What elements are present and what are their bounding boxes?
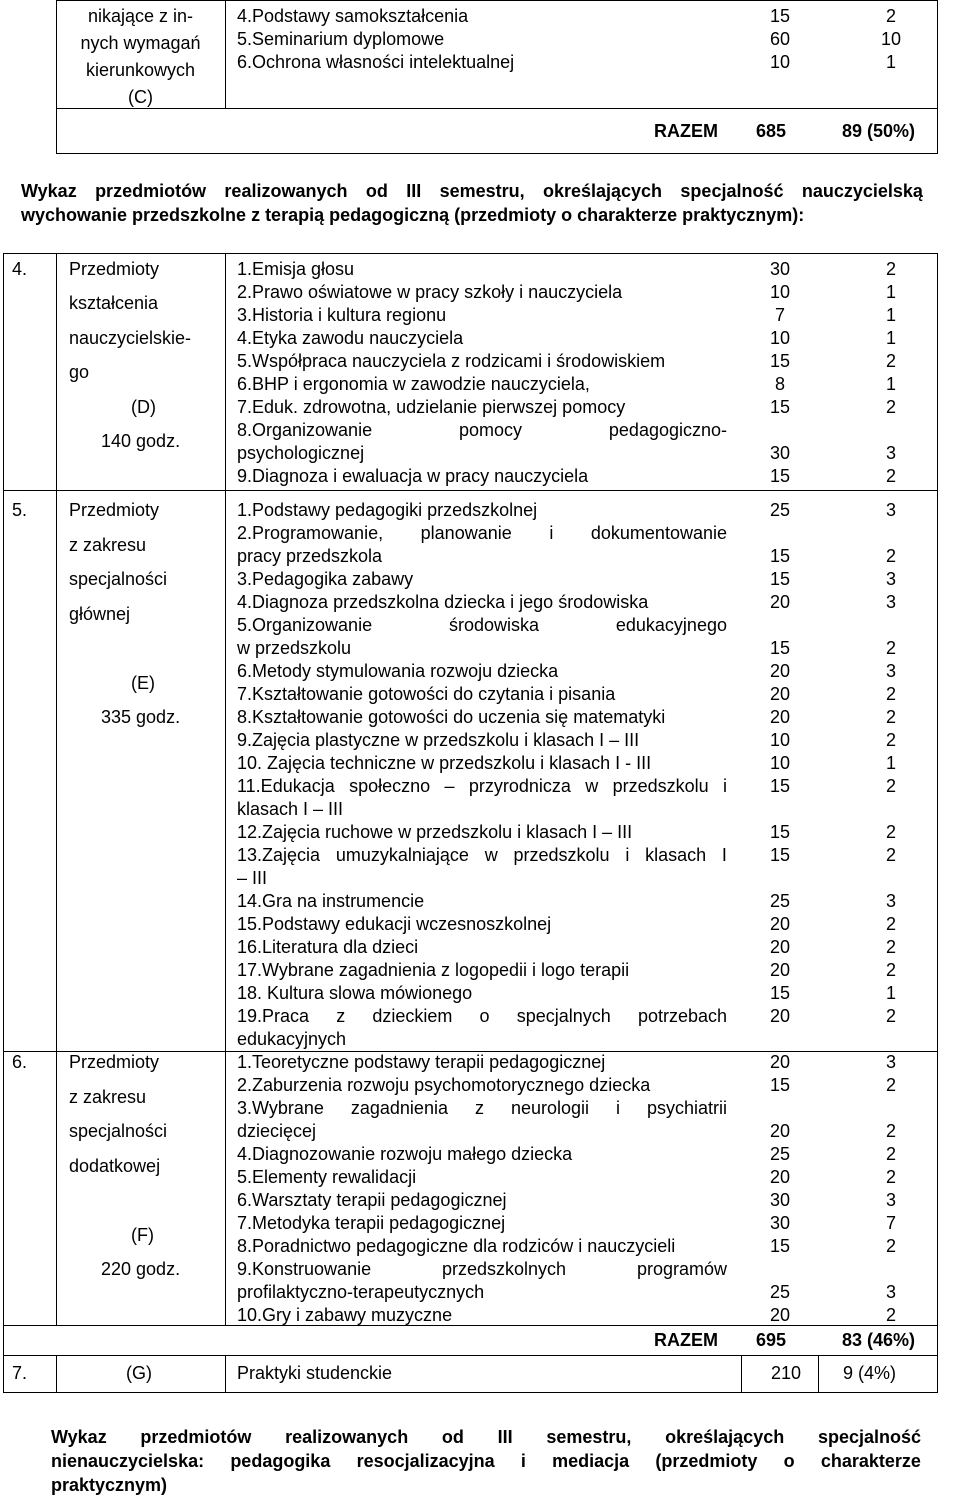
subject-line: edukacyjnych xyxy=(237,1029,347,1049)
word: resocjalizacyjna xyxy=(356,1451,495,1471)
subject-line: 6.Metody stymulowania rozwoju dziecka xyxy=(237,661,559,681)
subject-line xyxy=(237,419,727,442)
hours-value: 10 xyxy=(769,328,791,348)
ects-value: 2 xyxy=(885,914,896,934)
subject-line: 15.Podstawy edukacji wczesnoszkolnej xyxy=(237,914,552,934)
subject-line: 8.Poradnictwo pedagogiczne dla rodziców i nauczycieli xyxy=(237,1236,676,1256)
word: i xyxy=(615,1098,620,1118)
razem-hours: 685 xyxy=(756,121,787,141)
razem-ects: 83 (46%) xyxy=(842,1330,916,1350)
ects-value: 2 xyxy=(885,960,896,980)
ects-value: 1 xyxy=(885,305,896,325)
ects-value: 2 xyxy=(885,937,896,957)
subject-line: 10. Zajęcia techniczne w przedszkolu i klasach I - III xyxy=(237,753,652,773)
subject-list xyxy=(237,5,514,74)
ects-value: 2 xyxy=(885,684,896,704)
subject-list-e xyxy=(237,499,727,1051)
word: nienauczycielska: xyxy=(51,1451,205,1471)
subject: 4.Podstawy samokształcenia xyxy=(237,6,469,26)
word: przedmiotów xyxy=(95,181,207,201)
word: 2.Programowanie, xyxy=(237,523,384,543)
ects-value: 2 xyxy=(885,259,896,279)
word: w xyxy=(484,845,498,865)
word: edukacyjnego xyxy=(615,615,727,635)
ects-value: 2 xyxy=(885,638,896,658)
word: 5.Organizowanie xyxy=(237,615,373,635)
subject-line: 2.Zaburzenia rozwoju psychomotorycznego dziecka xyxy=(237,1075,651,1095)
ects-value: 2 xyxy=(885,466,896,486)
subject-line: w przedszkolu xyxy=(237,638,352,658)
word: przedszkolu xyxy=(612,776,709,796)
ects-value: 2 xyxy=(885,397,896,417)
ects-value: 2 xyxy=(885,546,896,566)
hours-value: 15 xyxy=(769,822,791,842)
hours-value: 20 xyxy=(769,960,791,980)
subject-line: 6.Warsztaty terapii pedagogicznej xyxy=(237,1190,507,1210)
hours-value: 20 xyxy=(769,914,791,934)
subject-line: 5.Elementy rewalidacji xyxy=(237,1167,417,1187)
word: pomocy xyxy=(458,420,523,440)
hours-value: 10 xyxy=(769,730,791,750)
word: i xyxy=(625,845,630,865)
hours-value: 15 xyxy=(769,466,791,486)
hours-column-e xyxy=(754,499,806,1051)
word: klasach xyxy=(645,845,707,865)
ects-value: 2 xyxy=(885,776,896,796)
word: charakterze xyxy=(820,1451,921,1471)
word: określających xyxy=(665,1427,785,1447)
ects-value: 2 xyxy=(885,1006,896,1026)
hours-value: 10 xyxy=(769,753,791,773)
hours-value: 20 xyxy=(769,937,791,957)
word: od xyxy=(441,1427,464,1447)
ects-value: 3 xyxy=(885,500,896,520)
word: realizowanych xyxy=(224,181,348,201)
subject-line xyxy=(237,1005,727,1028)
ects-value: 2 xyxy=(885,351,896,371)
subject-line: dziecięcej xyxy=(237,1121,317,1141)
word: umuzykalniające xyxy=(335,845,469,865)
ects-value: 1 xyxy=(885,328,896,348)
subject: 6.Ochrona własności intelektualnej xyxy=(237,52,515,72)
hours-value: 8 xyxy=(774,374,785,394)
word: Wykaz xyxy=(21,181,77,201)
word: w xyxy=(585,776,599,796)
ects-value: 1 xyxy=(885,374,896,394)
hours-value xyxy=(754,798,806,821)
hours-value xyxy=(754,522,806,545)
word: pedagogiczno- xyxy=(608,420,727,440)
word: 19.Praca xyxy=(237,1006,310,1026)
hours-value xyxy=(754,1097,806,1120)
subject-line: 4.Diagnoza przedszkolna dziecka i jego środowiska xyxy=(237,592,649,612)
subject-line xyxy=(237,775,727,798)
word: przedszkolu xyxy=(513,845,610,865)
subject-line: 7.Eduk. zdrowotna, udzielanie pierwszej pomocy xyxy=(237,397,626,417)
word: od xyxy=(365,181,388,201)
word: pedagogika xyxy=(230,1451,331,1471)
hours-value: 20 xyxy=(769,1305,791,1325)
ects-value: 2 xyxy=(885,1236,896,1256)
subject-line: 8.Kształtowanie gotowości do uczenia się matematyki xyxy=(237,707,666,727)
word: semestru, xyxy=(439,181,525,201)
subject-line: 12.Zajęcia ruchowe w przedszkolu i klasach I – III xyxy=(237,822,633,842)
word: Wykaz xyxy=(51,1427,107,1447)
subject-line: 17.Wybrane zagadnienia z logopedii i logo terapii xyxy=(237,960,630,980)
word: mediacja xyxy=(552,1451,630,1471)
ects-value xyxy=(866,614,916,637)
hours-value: 20 xyxy=(769,1052,791,1072)
section-number: 7. xyxy=(12,1363,28,1383)
section-number: 4. xyxy=(12,259,28,279)
ects-value: 9 (4%) xyxy=(843,1363,897,1383)
hours-value: 25 xyxy=(769,891,791,911)
ects-value: 1 xyxy=(885,753,896,773)
hours-value: 15 xyxy=(769,351,791,371)
word: 13.Zajęcia xyxy=(237,845,321,865)
ects-value: 2 xyxy=(885,1075,896,1095)
word: z xyxy=(336,1006,346,1026)
hours-value: 15 xyxy=(769,1236,791,1256)
hours-value: 30 xyxy=(769,1213,791,1233)
hours-value: 20 xyxy=(769,684,791,704)
word: potrzebach xyxy=(637,1006,727,1026)
hours-value: 20 xyxy=(769,592,791,612)
ects-column: 2 10 1 xyxy=(880,6,902,72)
subject: Praktyki studenckie xyxy=(237,1363,393,1383)
section-number: 5. xyxy=(12,500,28,520)
word: – xyxy=(444,776,455,796)
subject-line: 9.Zajęcia plastyczne w przedszkolu i klasach I – III xyxy=(237,730,640,750)
ects-value xyxy=(866,798,916,821)
ects-value: 1 xyxy=(885,282,896,302)
subject-line: 1.Podstawy pedagogiki przedszkolnej xyxy=(237,500,538,520)
word: 8.Organizowanie xyxy=(237,420,373,440)
word: 3.Wybrane xyxy=(237,1098,324,1118)
subject-line: 3.Historia i kultura regionu xyxy=(237,305,447,325)
subject-line: 18. Kultura slowa mówionego xyxy=(237,983,473,1003)
ects-value: 7 xyxy=(885,1213,896,1233)
ects-value: 2 xyxy=(885,1305,896,1325)
word: planowanie xyxy=(420,523,512,543)
ects-value: 3 xyxy=(885,443,896,463)
subject-line: klasach I – III xyxy=(237,799,344,819)
hours-value: 30 xyxy=(769,259,791,279)
hours-value: 30 xyxy=(769,1190,791,1210)
ects-value: 2 xyxy=(885,822,896,842)
word: specjalność xyxy=(817,1427,921,1447)
subject-line: 9.Diagnoza i ewaluacja w pracy nauczyciela xyxy=(237,466,589,486)
word: III xyxy=(406,181,422,201)
subject-line xyxy=(237,1097,727,1120)
subject-line xyxy=(237,614,727,637)
hours-value: 15 xyxy=(769,546,791,566)
hours-value: 15 xyxy=(769,1075,791,1095)
ects-value xyxy=(866,867,916,890)
hours-value: 7 xyxy=(774,305,785,325)
ects-column-e xyxy=(866,499,916,1051)
hours-value xyxy=(754,614,806,637)
subject-line: 1.Teoretyczne podstawy terapii pedagogicznej xyxy=(237,1052,606,1072)
ects-value xyxy=(866,419,916,442)
hours-value: 25 xyxy=(769,1282,791,1302)
word: dzieckiem xyxy=(372,1006,453,1026)
ects-value xyxy=(866,1258,916,1281)
word: nauczycielską xyxy=(801,181,923,201)
word: specjalnych xyxy=(516,1006,611,1026)
word: I xyxy=(721,845,727,865)
ects-value: 2 xyxy=(885,1167,896,1187)
word: określających xyxy=(542,181,663,201)
hours-value: 15 xyxy=(769,845,791,865)
word: 11.Edukacja xyxy=(237,776,335,796)
word: i xyxy=(520,1451,526,1471)
hours-value: 15 xyxy=(769,638,791,658)
ects-value: 3 xyxy=(885,592,896,612)
ects-value: 3 xyxy=(885,1052,896,1072)
subject-line: pracy przedszkola xyxy=(237,546,383,566)
word: dokumentowanie xyxy=(590,523,727,543)
word: realizowanych xyxy=(285,1427,409,1447)
category-g-label: (G) xyxy=(126,1363,152,1383)
subject-line: 16.Literatura dla dzieci xyxy=(237,937,419,957)
ects-value: 2 xyxy=(885,730,896,750)
ects-value xyxy=(866,1028,916,1051)
subject-line: profilaktyczno-terapeutycznych xyxy=(237,1282,485,1302)
word: o xyxy=(479,1006,490,1026)
word: semestru, xyxy=(546,1427,632,1447)
intro-paragraph-nonteaching: Wykaz przedmiotów realizowanych od III semestru, określających specjalność nienauczycielska: pedagogika resocjalizacyjna i mediacja (przedmioty o charakterze praktycznym) xyxy=(51,1427,921,1495)
hours-value: 20 xyxy=(769,1006,791,1026)
subject-line xyxy=(237,844,727,867)
hours-value: 15 xyxy=(769,983,791,1003)
ects-value: 3 xyxy=(885,569,896,589)
razem-ects: 89 (50%) xyxy=(842,121,916,141)
ects-value: 3 xyxy=(885,891,896,911)
ects-column-f xyxy=(866,1051,916,1327)
word: zagadnienia xyxy=(350,1098,448,1118)
hours-value xyxy=(754,1258,806,1281)
word: programów xyxy=(636,1259,727,1279)
intro-paragraph-specialty: Wykaz przedmiotów realizowanych od III semestru, określających specjalność nauczycielską wychowanie przedszkolne z terapią pedagogiczną (przedmioty o charakterze praktycznym): xyxy=(21,181,923,225)
hours-value xyxy=(754,419,806,442)
ects-value: 2 xyxy=(885,707,896,727)
subject-line: 5.Współpraca nauczyciela z rodzicami i środowiskiem xyxy=(237,351,666,371)
hours-column-f xyxy=(754,1051,806,1327)
subject-line: 7.Kształtowanie gotowości do czytania i pisania xyxy=(237,684,616,704)
ects-value: 1 xyxy=(885,983,896,1003)
hours-value: 20 xyxy=(769,1121,791,1141)
hours-value: 15 xyxy=(769,397,791,417)
razem-label: RAZEM xyxy=(654,1330,718,1350)
subject-line: – III xyxy=(237,868,268,888)
word: środowiska xyxy=(448,615,540,635)
word: i xyxy=(549,523,554,543)
hours-value: 10 xyxy=(769,282,791,302)
word: neurologii xyxy=(510,1098,589,1118)
subject-line xyxy=(237,522,727,545)
subject-line: 1.Emisja głosu xyxy=(237,259,355,279)
hours-value: 25 xyxy=(769,1144,791,1164)
word: specjalność xyxy=(680,181,784,201)
razem-label: RAZEM xyxy=(654,121,718,141)
subject-line: 6.BHP i ergonomia w zawodzie nauczyciela, xyxy=(237,374,590,394)
subject: 5.Seminarium dyplomowe xyxy=(237,29,445,49)
subject-list-f xyxy=(237,1051,727,1327)
hours-value: 25 xyxy=(769,500,791,520)
hours-value: 15 xyxy=(769,569,791,589)
ects-value: 3 xyxy=(885,1282,896,1302)
razem-hours: 695 xyxy=(756,1330,787,1350)
hours-value: 30 xyxy=(769,443,791,463)
subject-line: 2.Prawo oświatowe w pracy szkoły i nauczyciela xyxy=(237,282,623,302)
section-number: 6. xyxy=(12,1052,28,1072)
subject-line: 4.Diagnozowanie rozwoju małego dziecka xyxy=(237,1144,573,1164)
hours-value xyxy=(754,1028,806,1051)
word: psychiatrii xyxy=(646,1098,727,1118)
ects-value xyxy=(866,1097,916,1120)
ects-value: 3 xyxy=(885,1190,896,1210)
word: o xyxy=(783,1451,795,1471)
word: społeczno xyxy=(349,776,431,796)
hours-value xyxy=(754,867,806,890)
hours-value: 20 xyxy=(769,707,791,727)
hours-value: 20 xyxy=(769,1167,791,1187)
word: z xyxy=(474,1098,484,1118)
ects-value: 2 xyxy=(885,845,896,865)
hours-column-d xyxy=(754,258,806,488)
word: przyrodnicza xyxy=(468,776,571,796)
subject-line xyxy=(237,1258,727,1281)
subject-line: 3.Pedagogika zabawy xyxy=(237,569,414,589)
ects-value xyxy=(866,522,916,545)
ects-column-d xyxy=(866,258,916,488)
ects-value: 2 xyxy=(885,1144,896,1164)
subject-line: 10.Gry i zabawy muzyczne xyxy=(237,1305,453,1325)
word: i xyxy=(722,776,727,796)
hours-column: 15 60 10 xyxy=(769,6,791,72)
subject-line: 4.Etyka zawodu nauczyciela xyxy=(237,328,464,348)
word: przedmiotów xyxy=(140,1427,252,1447)
subject-line: psychologicznej xyxy=(237,443,365,463)
ects-value: 2 xyxy=(885,1121,896,1141)
category-c-label: nikające z in- nych wymagań kierunkowych (C) xyxy=(80,6,201,107)
word: 9.Konstruowanie xyxy=(237,1259,372,1279)
word: przedszkolnych xyxy=(441,1259,567,1279)
hours-value: 210 xyxy=(771,1363,802,1383)
ects-value: 3 xyxy=(885,661,896,681)
hours-value: 15 xyxy=(769,776,791,796)
word: (przedmioty xyxy=(655,1451,758,1471)
subject-list-d xyxy=(237,258,727,488)
word: III xyxy=(497,1427,513,1447)
subject-line: 7.Metodyka terapii pedagogicznej xyxy=(237,1213,506,1233)
hours-value: 20 xyxy=(769,661,791,681)
subject-line: 14.Gra na instrumencie xyxy=(237,891,425,911)
